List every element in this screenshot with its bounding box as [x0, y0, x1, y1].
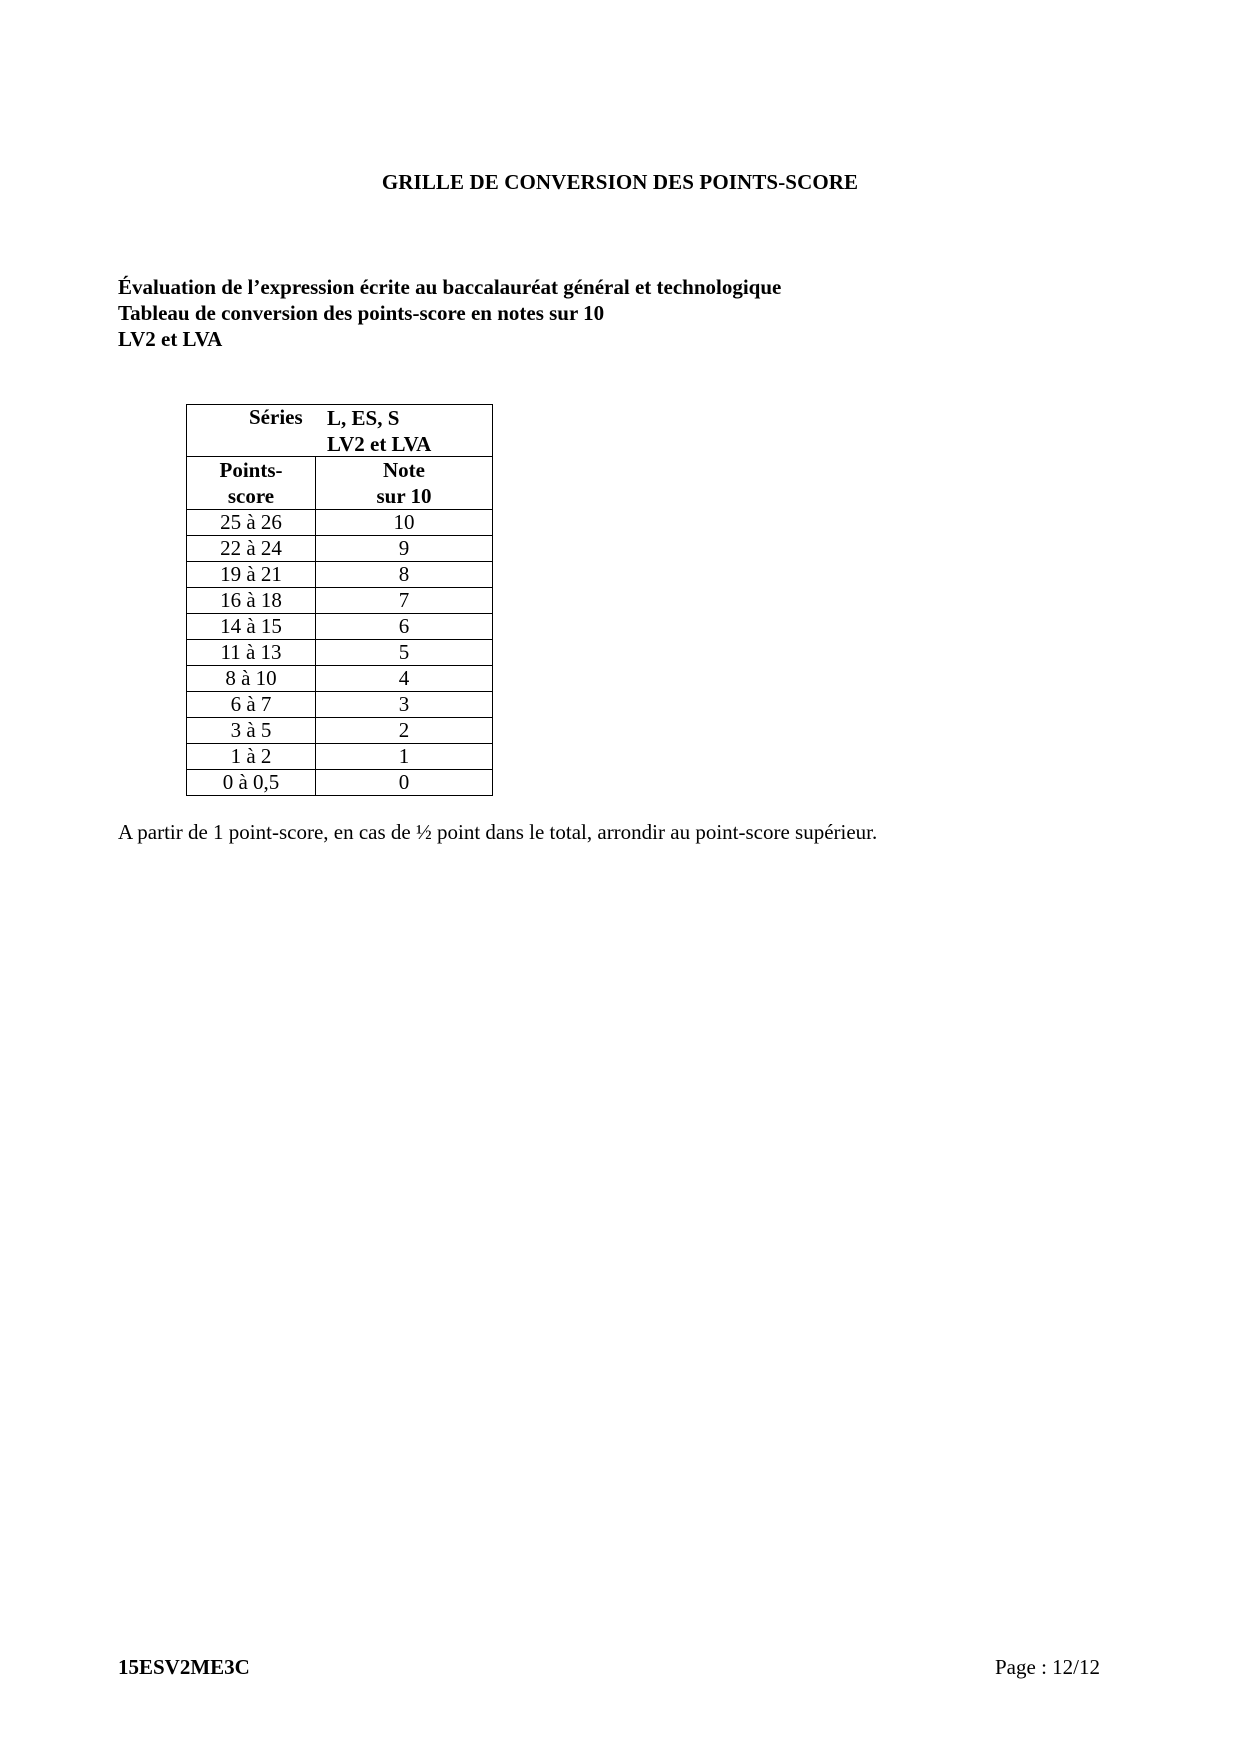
note-cell: 4	[316, 666, 493, 692]
footer-page-number: Page : 12/12	[995, 1655, 1100, 1679]
conversion-table	[186, 404, 493, 796]
table-row	[187, 640, 493, 666]
table-body	[187, 510, 493, 796]
table-row	[187, 614, 493, 640]
intro-line-3: LV2 et LVA	[118, 327, 223, 351]
points-cell: 16 à 18	[187, 588, 316, 614]
note-cell: 8	[316, 562, 493, 588]
col-header-note-line-1: Note	[383, 458, 425, 482]
col-header-note-line-2: sur 10	[376, 484, 432, 508]
col-header-points	[187, 457, 316, 510]
rounding-note: A partir de 1 point-score, en cas de ½ point dans le total, arrondir au point-score supérieur.	[118, 820, 878, 844]
points-cell: 8 à 10	[187, 666, 316, 692]
note-cell: 0	[316, 770, 493, 796]
table-row	[187, 692, 493, 718]
points-cell: 11 à 13	[187, 640, 316, 666]
points-cell: 25 à 26	[187, 510, 316, 536]
points-cell: 14 à 15	[187, 614, 316, 640]
table-row	[187, 770, 493, 796]
col-header-note	[316, 457, 493, 510]
series-value-line-2: LV2 et LVA	[327, 432, 432, 456]
col-header-points-line-2: score	[227, 484, 275, 508]
series-label: Séries	[249, 405, 303, 429]
table-row	[187, 744, 493, 770]
series-header-row	[187, 405, 493, 457]
note-cell: 3	[316, 692, 493, 718]
points-cell: 3 à 5	[187, 718, 316, 744]
table-row	[187, 562, 493, 588]
note-cell: 10	[316, 510, 493, 536]
note-cell: 1	[316, 744, 493, 770]
series-value-line-1: L, ES, S	[327, 406, 400, 430]
intro-line-1: Évaluation de l’expression écrite au baccalauréat général et technologique	[118, 275, 782, 299]
note-cell: 9	[316, 536, 493, 562]
note-cell: 2	[316, 718, 493, 744]
table-row	[187, 510, 493, 536]
footer-code: 15ESV2ME3C	[118, 1655, 250, 1679]
column-header-row	[187, 457, 493, 510]
note-cell: 7	[316, 588, 493, 614]
points-cell: 0 à 0,5	[187, 770, 316, 796]
points-cell: 6 à 7	[187, 692, 316, 718]
points-cell: 1 à 2	[187, 744, 316, 770]
table-row	[187, 588, 493, 614]
note-cell: 6	[316, 614, 493, 640]
series-value	[327, 405, 431, 457]
points-cell: 19 à 21	[187, 562, 316, 588]
col-header-points-line-1: Points-	[219, 458, 283, 482]
intro-block	[118, 274, 1118, 352]
intro-line-2: Tableau de conversion des points-score en notes sur 10	[118, 301, 605, 325]
table-row	[187, 718, 493, 744]
table-row	[187, 666, 493, 692]
points-cell: 22 à 24	[187, 536, 316, 562]
page-title: GRILLE DE CONVERSION DES POINTS-SCORE	[381, 170, 859, 194]
series-cell	[187, 405, 493, 457]
note-cell: 5	[316, 640, 493, 666]
table-row	[187, 536, 493, 562]
